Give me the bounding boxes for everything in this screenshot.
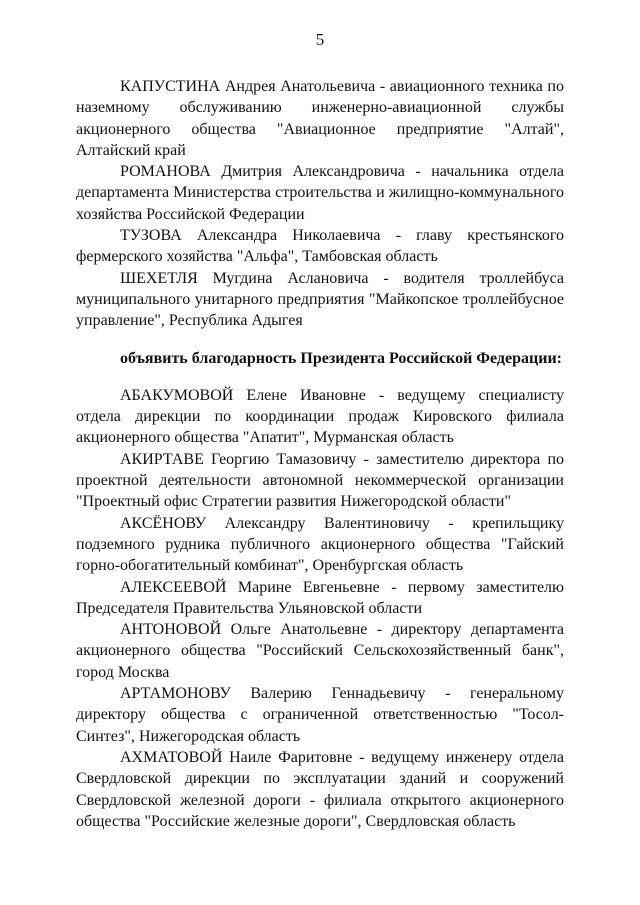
gratitude-entry: АРТАМОНОВУ Валерию Геннадьевичу - генеральному директору общества с ограниченной ответственностью "Тосол-Синтез", Нижегородская область (76, 685, 564, 745)
document-body (76, 76, 564, 832)
award-entry: РОМАНОВА Дмитрия Александровича - начальника отдела департамента Министерства строительства и жилищно-коммунального хозяйства Российской Федерации (76, 163, 564, 223)
gratitude-entry: АЛЕКСЕЕВОЙ Марине Евгеньевне - первому заместителю Председателя Правительства Ульяновской области (76, 578, 564, 617)
gratitude-entry: АНТОНОВОЙ Ольге Анатольевне - директору департамента акционерного общества "Российский Сельскохозяйственный банк", город Москва (76, 621, 564, 681)
award-entry: ТУЗОВА Александра Николаевича - главу крестьянского фермерского хозяйства "Альфа", Тамбовская область (76, 227, 564, 266)
gratitude-entry: АХМАТОВОЙ Наиле Фаритовне - ведущему инженеру отдела Свердловской дирекции по эксплуатации зданий и сооружений Свердловской железной дороги - филиала открытого акционерного общества "Российские железные дороги", Свердловская область (76, 748, 564, 830)
gratitude-entry: АКСЁНОВУ Александру Валентиновичу - крепильщику подземного рудника публичного акционерного общества "Гайский горно-обогатительный комбинат", Оренбургская область (76, 514, 564, 575)
gratitude-entry: АБАКУМОВОЙ Елене Ивановне - ведущему специалисту отдела дирекции по координации продаж Кировского филиала акционерного общества "Апатит", Мурманская область (76, 386, 564, 447)
page-number: 5 (315, 30, 325, 49)
gratitude-entry: АКИРТАВЕ Георгию Тамазовичу - заместителю директора по проектной деятельности автономной некоммерческой организации "Проектный офис Стратегии развития Нижегородской области" (76, 450, 564, 511)
award-entry: КАПУСТИНА Андрея Анатольевича - авиационного техника по наземному обслуживанию инженерно-авиационной службы акционерного общества "Авиационное предприятие "Алтай", Алтайский край (76, 78, 564, 159)
section-heading: объявить благодарность Президента Российской Федерации: (120, 349, 562, 367)
award-entry: ШЕХЕТЛЯ Мугдина Аслановича - водителя троллейбуса муниципального унитарного предприятия "Майкопское троллейбусное управление", Республика Адыгея (76, 269, 564, 330)
